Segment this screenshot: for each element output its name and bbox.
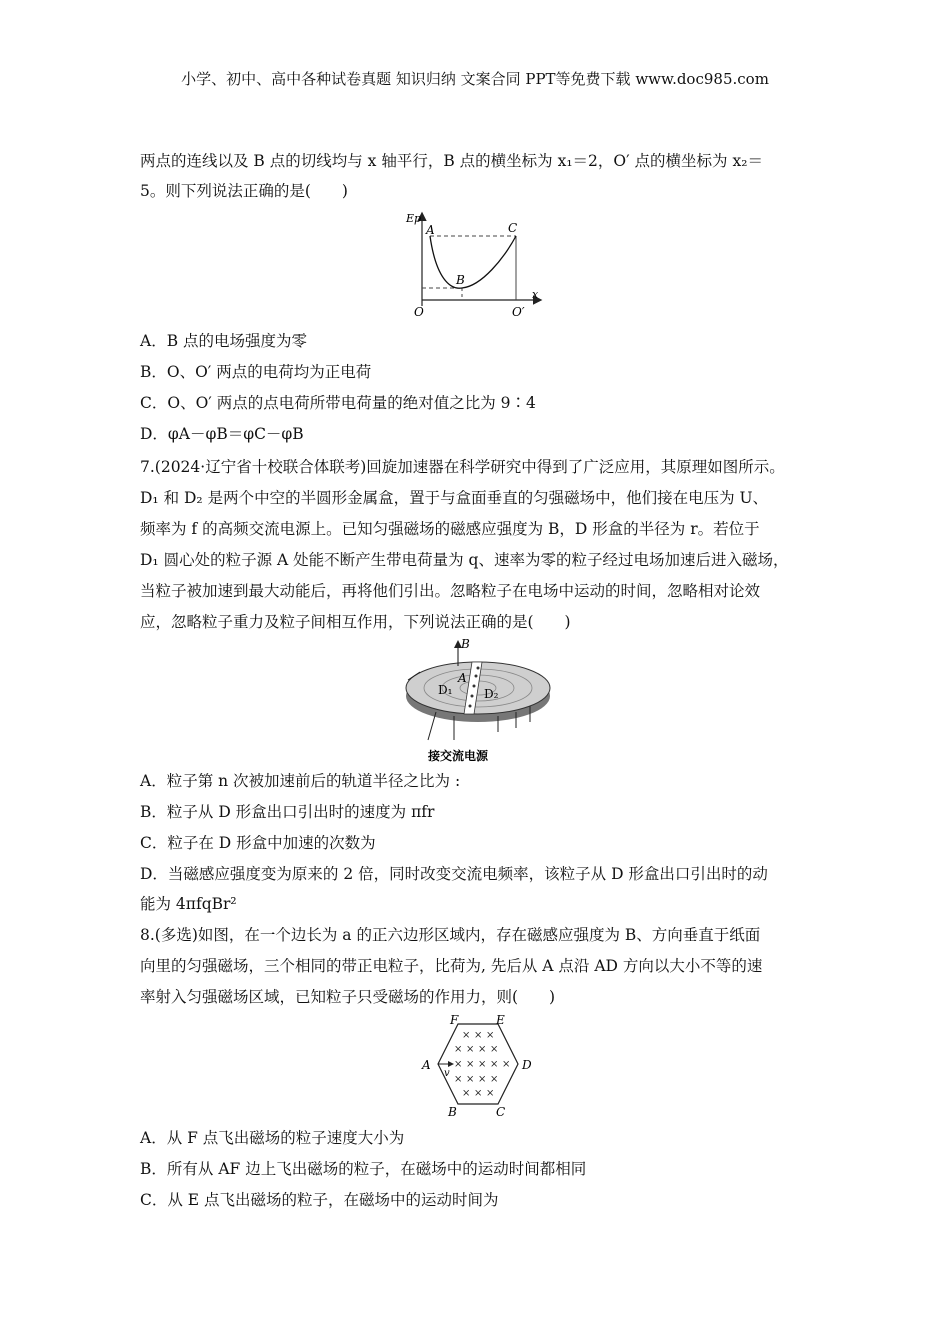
field-cross: ×: [462, 1088, 471, 1099]
q7-option-b: B．粒子从 D 形盒出口引出时的速度为 πfr: [140, 803, 435, 821]
d2-label: D₂: [484, 687, 499, 701]
q8-text-line2: 向里的匀强磁场，三个相同的带正电粒子，比荷为, 先后从 A 点沿 AD 方向以大小不等的速: [140, 957, 763, 975]
field-cross: ×: [490, 1044, 499, 1055]
q6-option-a: A．B 点的电场强度为零: [140, 332, 308, 350]
field-cross: ×: [478, 1074, 487, 1085]
vertex-b-label: B: [448, 1105, 457, 1119]
q8-text-line3: 率射入匀强磁场区域，已知粒子只受磁场的作用力，则( ): [140, 988, 556, 1006]
magnetic-field-crosses: [454, 1030, 510, 1099]
ac-source-caption: 接交流电源: [428, 749, 489, 763]
q7-text-line5: 当粒子被加速到最大动能后，再将他们引出。忽略粒子在电场中运动的时间，忽略相对论效: [140, 582, 761, 600]
x-axis-label: x: [532, 288, 539, 301]
q8-option-c: C．从 E 点飞出磁场的粒子，在磁场中的运动时间为: [140, 1191, 499, 1209]
point-b-label: B: [456, 273, 465, 287]
vertex-e-label: E: [496, 1013, 505, 1027]
field-cross: ×: [478, 1059, 487, 1070]
q7-option-d-line2: 能为 4πfqBr²: [140, 895, 237, 913]
q6-text-line2: 5。则下列说法正确的是( ): [140, 182, 348, 200]
q7-option-d-line1: D．当磁感应强度变为原来的 2 倍，同时改变交流电频率，该粒子从 D 形盒出口引出时的动: [140, 865, 768, 883]
field-cross: ×: [474, 1030, 483, 1041]
origin-label: O: [414, 305, 424, 319]
field-cross: ×: [462, 1030, 471, 1041]
q7-text-line4: D₁ 圆心处的粒子源 A 处能不断产生带电荷量为 q、速率为零的粒子经过电场加速后进入磁场，: [140, 551, 789, 569]
hexagon-figure: [414, 1012, 538, 1122]
q7-text-line6: 应，忽略粒子重力及粒子间相互作用，下列说法正确的是( ): [140, 613, 571, 631]
q7-text-line3: 频率为 f 的高频交流电源上。已知匀强磁场的磁感应强度为 B，D 形盒的半径为 r。若位于: [140, 520, 760, 538]
q7-option-c: C．粒子在 D 形盒中加速的次数为: [140, 834, 376, 852]
field-cross: ×: [454, 1074, 463, 1085]
field-cross: ×: [490, 1059, 499, 1070]
cyclotron-figure: [398, 636, 558, 766]
vertex-c-label: C: [496, 1105, 506, 1119]
vertex-d-label: D: [522, 1058, 532, 1072]
q8-option-a: A．从 F 点飞出磁场的粒子速度大小为: [140, 1129, 405, 1147]
point-a-label: A: [426, 223, 435, 237]
q6-option-b: B．O、O′ 两点的电荷均为正电荷: [140, 363, 372, 381]
field-cross: ×: [490, 1074, 499, 1085]
field-cross: ×: [466, 1074, 475, 1085]
o-prime-label: O′: [512, 305, 525, 319]
d1-label: D₁: [438, 683, 453, 697]
field-cross: ×: [502, 1059, 511, 1070]
energy-curve: [430, 236, 516, 288]
energy-graph: [400, 208, 560, 320]
field-cross: ×: [454, 1044, 463, 1055]
lead-left: [428, 712, 436, 740]
field-cross: ×: [466, 1059, 475, 1070]
field-cross: ×: [486, 1030, 495, 1041]
q8-option-b: B．所有从 AF 边上飞出磁场的粒子，在磁场中的运动时间都相同: [140, 1160, 587, 1178]
b-field-label: B: [461, 637, 470, 651]
point-c-label: C: [508, 221, 518, 235]
q7-option-a: A．粒子第 n 次被加速前后的轨道半径之比为 :: [140, 772, 461, 790]
ep-label: Ep: [406, 212, 422, 225]
q6-option-d: D．φA－φB＝φC－φB: [140, 425, 304, 443]
vertex-f-label: F: [450, 1013, 459, 1027]
q7-text-line1: 7.(2024·辽宁省十校联合体联考)回旋加速器在科学研究中得到了广泛应用，其原理如图所示。: [140, 458, 785, 476]
source-a-label: A: [458, 671, 467, 685]
field-cross: ×: [466, 1044, 475, 1055]
vertex-a-label: A: [422, 1058, 431, 1072]
velocity-label: v: [444, 1068, 450, 1079]
field-cross: ×: [486, 1088, 495, 1099]
field-cross: ×: [474, 1088, 483, 1099]
q6-text-line1: 两点的连线以及 B 点的切线均与 x 轴平行，B 点的横坐标为 x₁＝2，O′ 点的横坐标为 x₂＝: [140, 152, 763, 170]
q7-text-line2: D₁ 和 D₂ 是两个中空的半圆形金属盒，置于与盒面垂直的匀强磁场中，他们接在电压为 U、: [140, 489, 769, 507]
page-header: 小学、初中、高中各种试卷真题 知识归纳 文案合同 PPT等免费下载 www.doc985.com: [181, 70, 769, 88]
field-cross: ×: [478, 1044, 487, 1055]
q8-text-line1: 8.(多选)如图，在一个边长为 a 的正六边形区域内，存在磁感应强度为 B、方向垂直于纸面: [140, 926, 761, 944]
field-cross: ×: [454, 1059, 463, 1070]
q6-option-c: C．O、O′ 两点的点电荷所带电荷量的绝对值之比为 9∶4: [140, 394, 536, 412]
